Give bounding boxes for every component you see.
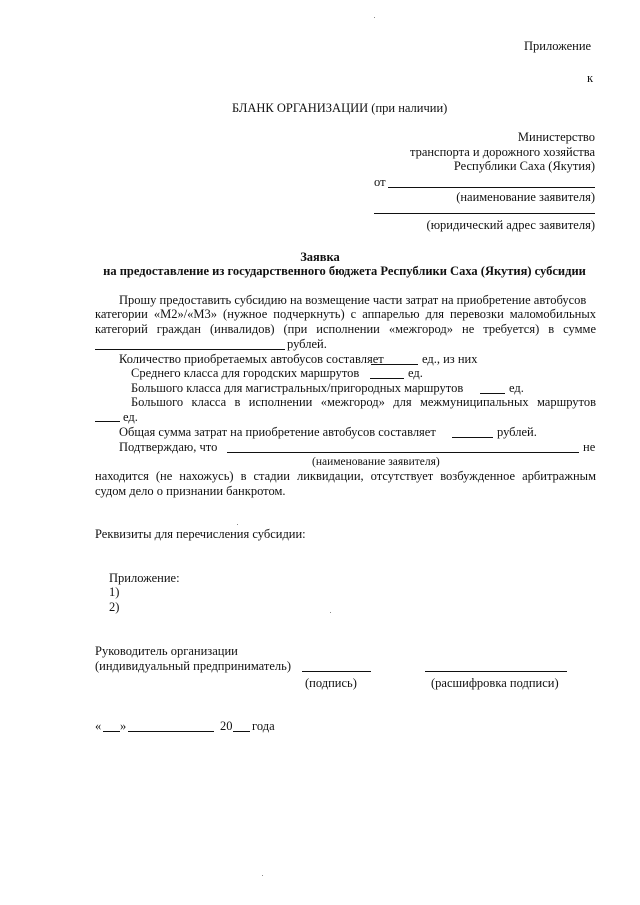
signature-caption: (подпись) bbox=[305, 676, 357, 690]
confirm-line3: судом дело о признании банкротом. bbox=[95, 484, 286, 498]
intercity-units: ед. bbox=[123, 410, 138, 424]
appendix-to: к bbox=[587, 71, 594, 85]
request-line3: категорий граждан (инвалидов) (при исполнении «межгород» не требуется) в сумме bbox=[95, 322, 596, 336]
applicant-name-field[interactable] bbox=[388, 187, 595, 188]
confirm-not: не bbox=[583, 440, 596, 454]
date-open-quote: « bbox=[95, 719, 102, 733]
date-day-field[interactable] bbox=[103, 731, 120, 732]
from-label: от bbox=[374, 175, 386, 189]
document-title: Заявка bbox=[300, 250, 340, 264]
request-line2: категории «М2»/«М3» (нужное подчеркнуть) с аппарелью для перевозки маломобильных bbox=[95, 307, 596, 321]
intercity-label: Большого класса в исполнении «межгород» для межмуниципальных маршрутов bbox=[131, 395, 596, 409]
date-month-field[interactable] bbox=[128, 731, 214, 732]
medium-class-field[interactable] bbox=[370, 378, 404, 379]
total-cost-suffix: рублей. bbox=[497, 425, 537, 439]
attachments-label: Приложение: bbox=[109, 571, 180, 585]
scan-speck bbox=[262, 875, 263, 876]
addressee-line2: транспорта и дорожного хозяйства bbox=[409, 145, 595, 159]
head-title-line1: Руководитель организации bbox=[95, 644, 238, 658]
medium-class-label: Среднего класса для городских маршрутов bbox=[131, 366, 360, 380]
scan-speck bbox=[237, 524, 238, 525]
subsidy-amount-field[interactable] bbox=[95, 349, 285, 350]
subsidy-rubles-label: рублей. bbox=[287, 337, 327, 351]
signature-field[interactable] bbox=[302, 671, 371, 672]
document-subtitle: на предоставление из государственного бюджета Республики Саха (Якутия) субсидии bbox=[103, 264, 586, 278]
bus-count-suffix: ед., из них bbox=[422, 352, 478, 366]
total-cost-label: Общая сумма затрат на приобретение автобусов составляет bbox=[119, 425, 436, 439]
scan-speck bbox=[330, 612, 331, 613]
addressee-line3: Республики Саха (Якутия) bbox=[453, 159, 595, 173]
large-class-field[interactable] bbox=[480, 393, 505, 394]
date-year-prefix: 20 bbox=[220, 719, 233, 733]
date-year-field[interactable] bbox=[233, 731, 250, 732]
signature-decoding-field[interactable] bbox=[425, 671, 567, 672]
request-line1: Прошу предоставить субсидию на возмещение части затрат на приобретение автобусов bbox=[119, 293, 587, 307]
medium-class-units: ед. bbox=[408, 366, 423, 380]
legal-address-field[interactable] bbox=[374, 213, 595, 214]
legal-address-caption: (юридический адрес заявителя) bbox=[426, 218, 595, 232]
addressee-line1: Министерство bbox=[517, 130, 595, 144]
date-year-suffix: года bbox=[252, 719, 275, 733]
attachment-item-2: 2) bbox=[109, 600, 120, 614]
bus-count-label: Количество приобретаемых автобусов составляет bbox=[119, 352, 384, 366]
large-class-units: ед. bbox=[509, 381, 524, 395]
confirm-label: Подтверждаю, что bbox=[119, 440, 218, 454]
confirm-line2: находится (не нахожусь) в стадии ликвидации, отсутствует возбужденное арбитражным bbox=[95, 469, 596, 483]
confirm-applicant-field[interactable] bbox=[227, 452, 579, 453]
signature-decoding-caption: (расшифровка подписи) bbox=[431, 676, 559, 690]
confirm-applicant-caption: (наименование заявителя) bbox=[312, 456, 440, 468]
scan-speck bbox=[374, 17, 375, 18]
applicant-name-caption: (наименование заявителя) bbox=[456, 190, 595, 204]
letterhead-placeholder: БЛАНК ОРГАНИЗАЦИИ (при наличии) bbox=[232, 101, 448, 115]
head-title-line2: (индивидуальный предприниматель) bbox=[95, 659, 291, 673]
attachment-item-1: 1) bbox=[109, 585, 120, 599]
date-close-quote: » bbox=[120, 719, 127, 733]
intercity-field[interactable] bbox=[95, 421, 120, 422]
total-cost-field[interactable] bbox=[452, 437, 493, 438]
requisites-label: Реквизиты для перечисления субсидии: bbox=[95, 527, 306, 541]
appendix-label: Приложение bbox=[524, 39, 592, 53]
large-class-label: Большого класса для магистральных/пригородных маршрутов bbox=[131, 381, 464, 395]
bus-count-field[interactable] bbox=[371, 364, 418, 365]
